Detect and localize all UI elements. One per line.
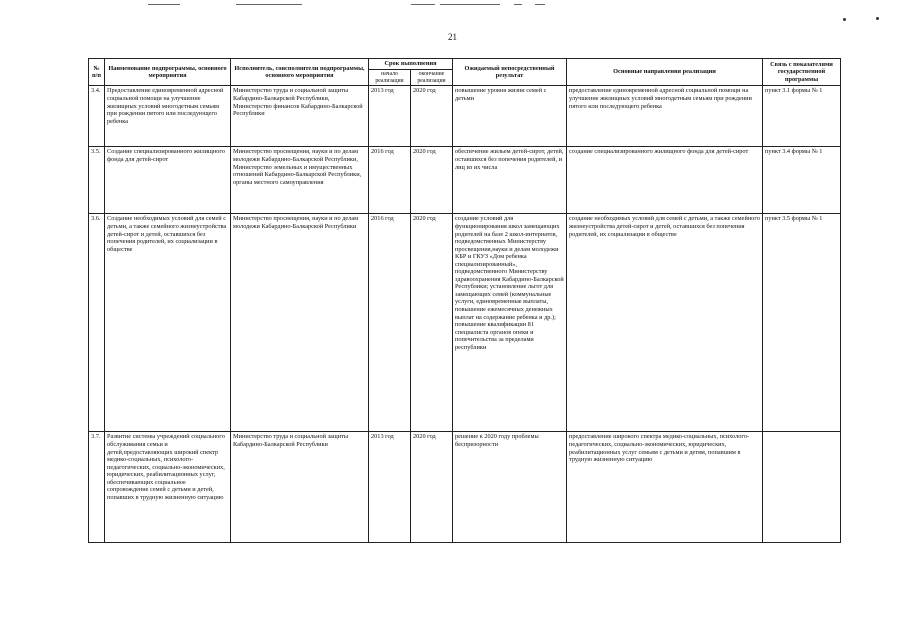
cell-result: решение к 2020 году проблемы беспризорности <box>453 432 567 543</box>
header-directions: Основные направления реализации <box>567 59 763 86</box>
cell-start: 2013 год <box>369 432 411 543</box>
top-scan-marks <box>0 0 905 12</box>
header-term-end: окончание реализации <box>411 69 453 86</box>
header-result: Ожидаемый непосредственный результат <box>453 59 567 86</box>
cell-link: пункт 3.4 формы № 1 <box>763 147 841 214</box>
cell-num: 3.6. <box>89 214 105 432</box>
cell-directions: создание необходимых условий для семей с детьми, а также семейного жизнеустройства детей-сирот и детей, оставшихся без попечения родителей, их социализации в обществе <box>567 214 763 432</box>
table-header-row <box>89 59 841 70</box>
cell-executor: Министерство труда и социальной защиты Кабардино-Балкарской Республики, Министерство финансов Кабардино-Балкарской Республики <box>231 86 369 147</box>
cell-directions: предоставление широкого спектра медико-социальных, психолого-педагогических, социально-экономических, юридических, реабилитационных услуг семьям с детьми и детям, попавшим в трудную жизненную ситуацию <box>567 432 763 543</box>
cell-result: создание условий для функционирования школ замещающих родителей на базе 2 школ-интернатов, подведомственных Министерству просвещения,науки и делам молодежи КБР и ГКУЗ «Дом ребенка специализированный», подведомственного Министерству здравоохранения Кабардино-Балкарской Республики; установление льгот для замещающих семей (коммунальные услуги, единовременные выплаты, повышение ежемесячных денежных выплат на содержание ребенка и др.); повышение квалификации 81 специалиста органов опеки и попечительства за пределами республики <box>453 214 567 432</box>
header-num: № п/п <box>89 59 105 86</box>
cell-start: 2013 год <box>369 86 411 147</box>
cell-result: повышение уровня жизни семей с детьми <box>453 86 567 147</box>
cell-result: обеспечение жильем детей-сирот, детей, оставшихся без попечения родителей, и лиц из их числа <box>453 147 567 214</box>
cell-num: 3.7. <box>89 432 105 543</box>
cell-start: 2016 год <box>369 214 411 432</box>
header-name: Наименование подпрограммы, основного мероприятия <box>105 59 231 86</box>
table-row <box>89 147 841 214</box>
scan-dot <box>843 18 846 21</box>
cell-directions: создание специализированного жилищного фонда для детей-сирот <box>567 147 763 214</box>
cell-name: Создание специализированного жилищного фонда для детей-сирот <box>105 147 231 214</box>
header-link: Связь с показателями государственной программы <box>763 59 841 86</box>
cell-end: 2020 год <box>411 432 453 543</box>
cell-num: 3.5. <box>89 147 105 214</box>
cell-link: пункт 3.5 формы № 1 <box>763 214 841 432</box>
program-table <box>88 58 841 543</box>
cell-executor: Министерство труда и социальной защиты Кабардино-Балкарской Республики <box>231 432 369 543</box>
cell-end: 2020 год <box>411 147 453 214</box>
scan-dot <box>876 17 879 20</box>
header-term-start: начало реализации <box>369 69 411 86</box>
cell-link <box>763 432 841 543</box>
page-number: 21 <box>448 32 457 42</box>
cell-start: 2016 год <box>369 147 411 214</box>
cell-end: 2020 год <box>411 214 453 432</box>
cell-name: Развитие системы учреждений социального обслуживания семьи и детей,предоставляющих широкий спектр медико-социальных, психолого-педагогических, социально-экономических, юридических, реабилитационных услуг, обеспечивающих социальное сопровождение семей с детьми и детей, попавших в трудную жизненную ситуацию <box>105 432 231 543</box>
cell-end: 2020 год <box>411 86 453 147</box>
cell-name: Предоставление единовременной адресной социальной помощи на улучшение жилищных условий многодетным семьям при рождении пятого или последующего ребенка <box>105 86 231 147</box>
cell-executor: Министерство просвещения, науки и по делам молодежи Кабардино-Балкарской Республики <box>231 214 369 432</box>
table-row <box>89 432 841 543</box>
header-term: Срок выполнения <box>369 59 453 70</box>
cell-directions: предоставление единовременной адресной социальной помощи на улучшение жилищных условий многодетным семьям при рождении пятого или последующего ребенка <box>567 86 763 147</box>
cell-name: Создание необходимых условий для семей с детьми, а также семейного жизнеустройства детей-сирот и детей, оставшихся без попечения родителей, их социализации в обществе <box>105 214 231 432</box>
cell-executor: Министерство просвещения, науки и по делам молодежи Кабардино-Балкарской Республики, Министерство земельных и имущественных отношений Кабардино-Балкарской Республики, органы местного самоуправления <box>231 147 369 214</box>
cell-link: пункт 3.1 формы № 1 <box>763 86 841 147</box>
table-row <box>89 214 841 432</box>
cell-num: 3.4. <box>89 86 105 147</box>
header-executor: Исполнитель, соисполнители подпрограммы, основного мероприятия <box>231 59 369 86</box>
table-row <box>89 86 841 147</box>
